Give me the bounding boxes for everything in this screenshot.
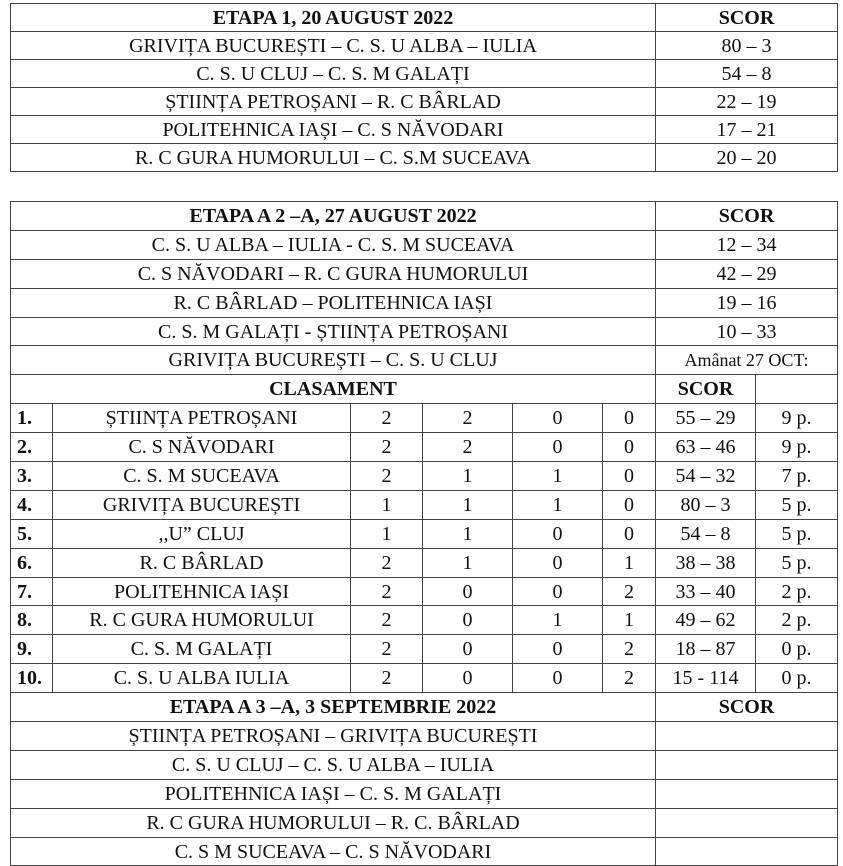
losses-cell: 0	[603, 490, 656, 519]
etapa-3-matches	[11, 722, 838, 866]
losses-cell: 2	[603, 664, 656, 693]
match-label: ȘTIINȚA PETROȘANI – GRIVIȚA BUCUREȘTI	[11, 722, 656, 751]
etapa-2-match-row	[11, 317, 838, 346]
etapa-2-match-row	[11, 230, 838, 259]
points-cell: 9 p.	[756, 433, 838, 462]
clasament-title: CLASAMENT	[11, 375, 656, 404]
match-score: 54 – 8	[656, 60, 838, 88]
match-label: ȘTIINȚA PETROȘANI – R. C BÂRLAD	[11, 88, 656, 116]
etapa-3-match-row	[11, 779, 838, 808]
match-label: C. S. U ALBA – IULIA - C. S. M SUCEAVA	[11, 230, 656, 259]
match-score	[656, 750, 838, 779]
clasament-row	[11, 664, 838, 693]
wins-cell: 0	[423, 577, 513, 606]
rank-cell: 4.	[11, 490, 53, 519]
match-label: C. S. U CLUJ – C. S. U ALBA – IULIA	[11, 750, 656, 779]
draws-cell: 0	[513, 635, 603, 664]
etapa-2-header-row	[11, 202, 838, 231]
losses-cell: 0	[603, 404, 656, 433]
etapa-3-match-row	[11, 722, 838, 751]
points-cell: 0 p.	[756, 635, 838, 664]
points-cell: 5 p.	[756, 490, 838, 519]
played-cell: 2	[351, 462, 423, 491]
match-label: R. C GURA HUMORULUI – C. S.M SUCEAVA	[11, 144, 656, 172]
team-cell: GRIVIȚA BUCUREȘTI	[53, 490, 351, 519]
etapa-3-match-row	[11, 837, 838, 866]
match-label: GRIVIȚA BUCUREȘTI – C. S. U ALBA – IULIA	[11, 32, 656, 60]
wins-cell: 0	[423, 664, 513, 693]
etapa-2-match-row	[11, 259, 838, 288]
match-score	[656, 722, 838, 751]
played-cell: 2	[351, 548, 423, 577]
match-label: C. S. M GALAȚI - ȘTIINȚA PETROȘANI	[11, 317, 656, 346]
etapa-1-title: ETAPA 1, 20 AUGUST 2022	[11, 4, 656, 32]
match-label: POLITEHNICA IAȘI – C. S NĂVODARI	[11, 116, 656, 144]
points-cell: 0 p.	[756, 664, 838, 693]
losses-cell: 2	[603, 577, 656, 606]
losses-cell: 2	[603, 635, 656, 664]
match-score: 12 – 34	[656, 230, 838, 259]
etapa-3-score-header: SCOR	[656, 693, 838, 722]
match-label: R. C GURA HUMORULUI – R. C. BÂRLAD	[11, 808, 656, 837]
points-cell: 7 p.	[756, 462, 838, 491]
losses-cell: 0	[603, 519, 656, 548]
points-diff-cell: 55 – 29	[656, 404, 756, 433]
wins-cell: 2	[423, 404, 513, 433]
etapa-1-matches	[11, 32, 838, 172]
rank-cell: 9.	[11, 635, 53, 664]
rank-cell: 6.	[11, 548, 53, 577]
etapa-3-match-row	[11, 750, 838, 779]
played-cell: 2	[351, 664, 423, 693]
etapa-1-table	[10, 3, 838, 172]
team-cell: POLITEHNICA IAȘI	[53, 577, 351, 606]
clasament-row	[11, 404, 838, 433]
wins-cell: 1	[423, 490, 513, 519]
losses-cell: 1	[603, 548, 656, 577]
rank-cell: 8.	[11, 606, 53, 635]
match-score	[656, 779, 838, 808]
points-cell: 5 p.	[756, 548, 838, 577]
match-score: 42 – 29	[656, 259, 838, 288]
played-cell: 2	[351, 606, 423, 635]
draws-cell: 0	[513, 519, 603, 548]
rank-cell: 10.	[11, 664, 53, 693]
team-cell: R. C GURA HUMORULUI	[53, 606, 351, 635]
match-score: 80 – 3	[656, 32, 838, 60]
team-cell: C. S. U ALBA IULIA	[53, 664, 351, 693]
losses-cell: 1	[603, 606, 656, 635]
match-label: C. S NĂVODARI – R. C GURA HUMORULUI	[11, 259, 656, 288]
played-cell: 2	[351, 404, 423, 433]
draws-cell: 0	[513, 433, 603, 462]
clasament-score-header: SCOR	[656, 375, 756, 404]
rank-cell: 3.	[11, 462, 53, 491]
points-cell: 2 p.	[756, 606, 838, 635]
match-score	[656, 808, 838, 837]
match-label: C. S. U CLUJ – C. S. M GALAȚI	[11, 60, 656, 88]
points-diff-cell: 54 – 32	[656, 462, 756, 491]
points-diff-cell: 15 - 114	[656, 664, 756, 693]
draws-cell: 1	[513, 462, 603, 491]
clasament-row	[11, 433, 838, 462]
clasament-row	[11, 577, 838, 606]
points-diff-cell: 54 – 8	[656, 519, 756, 548]
team-cell: C. S. M GALAȚI	[53, 635, 351, 664]
clasament-row	[11, 548, 838, 577]
points-cell: 5 p.	[756, 519, 838, 548]
rank-cell: 7.	[11, 577, 53, 606]
points-cell: 9 p.	[756, 404, 838, 433]
clasament-rows	[11, 404, 838, 693]
wins-cell: 1	[423, 548, 513, 577]
wins-cell: 0	[423, 606, 513, 635]
etapa-1-match-row	[11, 144, 838, 172]
losses-cell: 0	[603, 433, 656, 462]
etapa-1-match-row	[11, 88, 838, 116]
rank-cell: 2.	[11, 433, 53, 462]
etapa-2-match-row	[11, 288, 838, 317]
played-cell: 2	[351, 635, 423, 664]
team-cell: C. S NĂVODARI	[53, 433, 351, 462]
etapa-2-score-header: SCOR	[656, 202, 838, 231]
draws-cell: 0	[513, 404, 603, 433]
match-score	[656, 837, 838, 866]
etapa-3-title: ETAPA A 3 –A, 3 SEPTEMBRIE 2022	[11, 693, 656, 722]
etapa-2-title: ETAPA A 2 –A, 27 AUGUST 2022	[11, 202, 656, 231]
etapa-1-match-row	[11, 116, 838, 144]
match-score: 20 – 20	[656, 144, 838, 172]
points-cell: 2 p.	[756, 577, 838, 606]
team-cell: R. C BÂRLAD	[53, 548, 351, 577]
match-score: 10 – 33	[656, 317, 838, 346]
etapa-2-matches	[11, 230, 838, 374]
clasament-row	[11, 490, 838, 519]
clasament-row	[11, 519, 838, 548]
wins-cell: 1	[423, 462, 513, 491]
match-label: C. S M SUCEAVA – C. S NĂVODARI	[11, 837, 656, 866]
match-score: Amânat 27 OCT:	[656, 346, 838, 375]
losses-cell: 0	[603, 462, 656, 491]
team-cell: ȘTIINȚA PETROȘANI	[53, 404, 351, 433]
played-cell: 1	[351, 519, 423, 548]
played-cell: 1	[351, 490, 423, 519]
clasament-row	[11, 606, 838, 635]
wins-cell: 1	[423, 519, 513, 548]
rank-cell: 5.	[11, 519, 53, 548]
etapa-1-score-header: SCOR	[656, 4, 838, 32]
team-cell: C. S. M SUCEAVA	[53, 462, 351, 491]
match-label: POLITEHNICA IAȘI – C. S. M GALAȚI	[11, 779, 656, 808]
points-diff-cell: 80 – 3	[656, 490, 756, 519]
clasament-row	[11, 635, 838, 664]
draws-cell: 0	[513, 548, 603, 577]
points-diff-cell: 18 – 87	[656, 635, 756, 664]
match-score: 22 – 19	[656, 88, 838, 116]
clasament-points-header	[756, 375, 838, 404]
points-diff-cell: 49 – 62	[656, 606, 756, 635]
team-cell: ,,U” CLUJ	[53, 519, 351, 548]
match-score: 19 – 16	[656, 288, 838, 317]
clasament-header-row	[11, 375, 838, 404]
clasament-row	[11, 462, 838, 491]
etapa-3-header-row	[11, 693, 838, 722]
etapa-2-match-row	[11, 346, 838, 375]
match-label: R. C BÂRLAD – POLITEHNICA IAȘI	[11, 288, 656, 317]
draws-cell: 0	[513, 664, 603, 693]
points-diff-cell: 33 – 40	[656, 577, 756, 606]
played-cell: 2	[351, 433, 423, 462]
match-label: GRIVIȚA BUCUREȘTI – C. S. U CLUJ	[11, 346, 656, 375]
wins-cell: 0	[423, 635, 513, 664]
draws-cell: 1	[513, 490, 603, 519]
match-score: 17 – 21	[656, 116, 838, 144]
etapa-1-match-row	[11, 60, 838, 88]
etapa-2-clasament-table	[10, 201, 838, 866]
points-diff-cell: 63 – 46	[656, 433, 756, 462]
wins-cell: 2	[423, 433, 513, 462]
etapa-1-match-row	[11, 32, 838, 60]
draws-cell: 1	[513, 606, 603, 635]
etapa-1-header-row	[11, 4, 838, 32]
points-diff-cell: 38 – 38	[656, 548, 756, 577]
played-cell: 2	[351, 577, 423, 606]
draws-cell: 0	[513, 577, 603, 606]
rank-cell: 1.	[11, 404, 53, 433]
etapa-3-match-row	[11, 808, 838, 837]
